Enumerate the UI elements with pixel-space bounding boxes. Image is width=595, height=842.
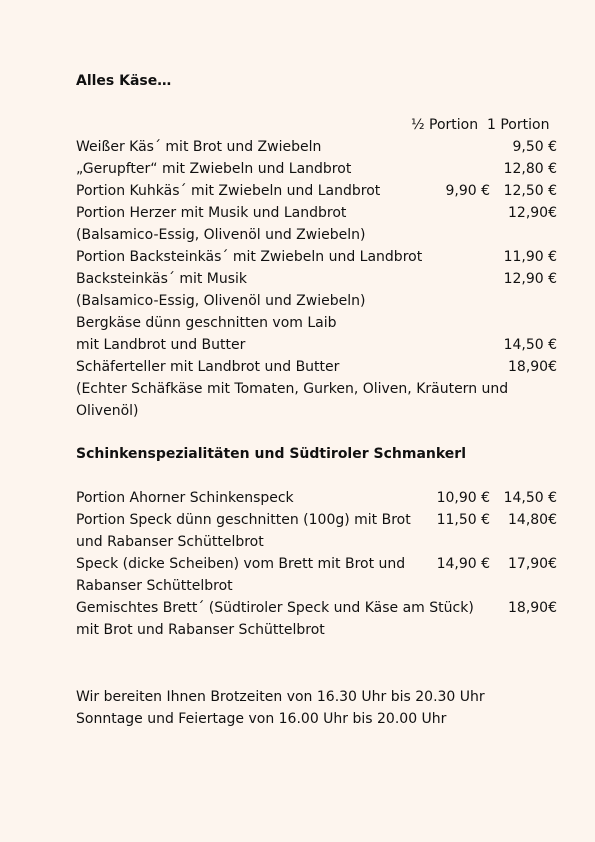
menu-item-full-price: 12,50 € <box>503 183 557 199</box>
menu-item-text: Portion Speck dünn geschnitten (100g) mit Brot <box>76 512 411 528</box>
menu-item-text: Bergkäse dünn geschnitten vom Laib <box>76 315 337 331</box>
header-half-portion: ½ Portion <box>411 117 479 133</box>
menu-item-text: (Balsamico-Essig, Olivenöl und Zwiebeln) <box>76 227 366 243</box>
menu-item-full-price: 14,50 € <box>503 490 557 506</box>
menu-item-text: (Balsamico-Essig, Olivenöl und Zwiebeln) <box>76 293 366 309</box>
menu-item-text: Backsteinkäs´ mit Musik <box>76 271 248 287</box>
menu-item-text: mit Brot und Rabanser Schüttelbrot <box>76 622 325 638</box>
menu-item-full-price: 11,90 € <box>503 249 557 265</box>
menu-item-half-price: 14,90 € <box>436 556 490 572</box>
menu-item-full-price: 9,50 € <box>512 139 557 155</box>
menu-item-text: Olivenöl) <box>76 403 139 419</box>
menu-item-text: und Rabanser Schüttelbrot <box>76 534 264 550</box>
menu-item-text: Speck (dicke Scheiben) vom Brett mit Brot und <box>76 556 406 572</box>
opening-hours-weekday: Wir bereiten Ihnen Brotzeiten von 16.30 Uhr bis 20.30 Uhr <box>76 689 485 705</box>
menu-item-full-price: 12,90€ <box>508 205 557 221</box>
header-full-portion: 1 Portion <box>487 117 550 133</box>
menu-item-full-price: 12,90 € <box>503 271 557 287</box>
menu-item-full-price: 14,80€ <box>508 512 557 528</box>
menu-item-text: Portion Backsteinkäs´ mit Zwiebeln und Landbrot <box>76 249 423 265</box>
menu-item-full-price: 17,90€ <box>508 556 557 572</box>
menu-item-text: Portion Kuhkäs´ mit Zwiebeln und Landbrot <box>76 183 381 199</box>
menu-item-text: Rabanser Schüttelbrot <box>76 578 233 594</box>
menu-item-text: Schäferteller mit Landbrot und Butter <box>76 359 340 375</box>
menu-item-text: „Gerupfter“ mit Zwiebeln und Landbrot <box>76 161 352 177</box>
menu-item-text: (Echter Schäfkäse mit Tomaten, Gurken, Oliven, Kräutern und <box>76 381 509 397</box>
section-title-cheese: Alles Käse… <box>76 73 172 89</box>
menu-item-full-price: 14,50 € <box>503 337 557 353</box>
menu-item-text: Gemischtes Brett´ (Südtiroler Speck und Käse am Stück) <box>76 600 474 616</box>
menu-item-half-price: 10,90 € <box>436 490 490 506</box>
opening-hours-holiday: Sonntage und Feiertage von 16.00 Uhr bis 20.00 Uhr <box>76 711 447 727</box>
menu-item-text: mit Landbrot und Butter <box>76 337 246 353</box>
menu-item-text: Portion Ahorner Schinkenspeck <box>76 490 294 506</box>
menu-item-full-price: 18,90€ <box>508 600 557 616</box>
section-title-ham: Schinkenspezialitäten und Südtiroler Schmankerl <box>76 446 466 462</box>
menu-item-text: Weißer Käs´ mit Brot und Zwiebeln <box>76 139 322 155</box>
menu-item-full-price: 12,80 € <box>503 161 557 177</box>
menu-item-half-price: 9,90 € <box>445 183 490 199</box>
menu-item-full-price: 18,90€ <box>508 359 557 375</box>
menu-item-half-price: 11,50 € <box>436 512 490 528</box>
menu-item-text: Portion Herzer mit Musik und Landbrot <box>76 205 347 221</box>
